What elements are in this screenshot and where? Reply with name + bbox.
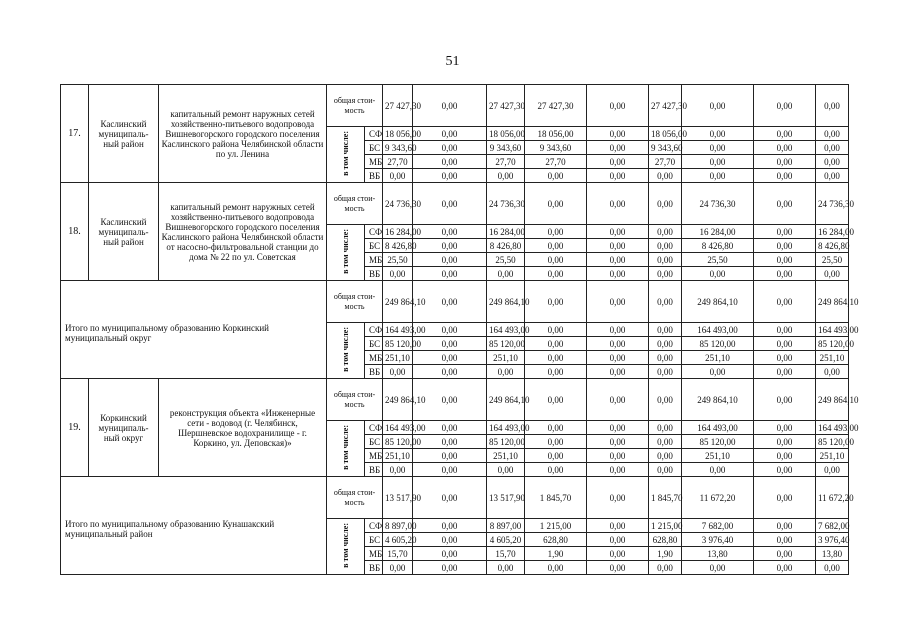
value-cell: 0,00	[525, 351, 587, 365]
value-cell: 8 426,80	[816, 239, 849, 253]
value-cell: 0,00	[754, 379, 816, 421]
value-cell: 0,00	[413, 477, 487, 519]
value-cell: 0,00	[487, 561, 525, 575]
value-cell: 0,00	[816, 155, 849, 169]
value-cell: 0,00	[754, 463, 816, 477]
value-cell: 249 864,10	[816, 281, 849, 323]
value-cell: 16 284,00	[682, 225, 754, 239]
value-cell: 251,10	[383, 449, 413, 463]
value-cell: 4 605,20	[383, 533, 413, 547]
value-cell: 0,00	[754, 281, 816, 323]
value-cell: 249 864,10	[383, 379, 413, 421]
value-cell: 0,00	[587, 351, 649, 365]
value-cell: 0,00	[525, 169, 587, 183]
table-row	[61, 85, 906, 127]
value-cell: 0,00	[413, 435, 487, 449]
value-cell: 0,00	[413, 519, 487, 533]
value-cell: 0,00	[587, 239, 649, 253]
value-cell: 3 976,40	[682, 533, 754, 547]
value-cell: 0,00	[816, 169, 849, 183]
value-cell: 0,00	[413, 421, 487, 435]
including-label-cell	[327, 225, 365, 281]
page-number: 51	[445, 54, 460, 69]
value-cell: 0,00	[487, 463, 525, 477]
value-cell: 0,00	[754, 435, 816, 449]
description-cell: капитальный ремонт наружных сетей хозяйственно-питьевого водопровода Вишневогорского городского поселения Каслинского района Челябинской области от насосно-фильтровальной станции до дома № 22 по ул. Советская	[159, 183, 327, 281]
value-cell: 0,00	[649, 337, 682, 351]
value-cell: 0,00	[682, 169, 754, 183]
value-cell: 164 493,00	[383, 421, 413, 435]
value-cell: 0,00	[587, 435, 649, 449]
value-cell: 0,00	[682, 463, 754, 477]
value-cell: 0,00	[649, 449, 682, 463]
value-cell: 0,00	[587, 155, 649, 169]
value-cell: 8 426,80	[487, 239, 525, 253]
including-label-cell	[327, 519, 365, 575]
value-cell: 0,00	[525, 561, 587, 575]
value-cell: 85 120,00	[487, 337, 525, 351]
value-cell: 0,00	[487, 365, 525, 379]
value-cell: 249 864,10	[816, 379, 849, 421]
value-cell: 0,00	[682, 155, 754, 169]
value-cell: 0,00	[587, 519, 649, 533]
value-cell: 0,00	[587, 477, 649, 519]
value-cell: 0,00	[587, 323, 649, 337]
value-cell: 0,00	[587, 127, 649, 141]
value-cell: 27 427,30	[383, 85, 413, 127]
value-cell: 628,80	[525, 533, 587, 547]
value-cell: 0,00	[413, 379, 487, 421]
value-cell: 0,00	[525, 365, 587, 379]
value-cell: 0,00	[682, 85, 754, 127]
value-cell: 0,00	[649, 365, 682, 379]
funding-code: ВБ	[365, 561, 383, 575]
value-cell: 0,00	[587, 561, 649, 575]
value-cell: 628,80	[649, 533, 682, 547]
value-cell: 0,00	[649, 323, 682, 337]
value-cell: 27 427,30	[649, 85, 682, 127]
funding-code: БС	[365, 337, 383, 351]
including-label: в том числе:	[340, 327, 350, 372]
value-cell: 0,00	[413, 85, 487, 127]
value-cell: 0,00	[754, 547, 816, 561]
table-row	[61, 379, 906, 421]
value-cell: 18 056,00	[649, 127, 682, 141]
value-cell: 0,00	[649, 379, 682, 421]
municipality-cell: Каслинский муниципаль-ный район	[89, 183, 159, 281]
value-cell: 0,00	[413, 169, 487, 183]
including-label: в том числе:	[340, 425, 350, 470]
value-cell: 0,00	[587, 141, 649, 155]
value-cell: 0,00	[587, 337, 649, 351]
table-row	[61, 281, 906, 323]
value-cell: 0,00	[413, 463, 487, 477]
value-cell: 0,00	[649, 183, 682, 225]
value-cell: 0,00	[413, 267, 487, 281]
value-cell: 0,00	[587, 533, 649, 547]
value-cell: 1 845,70	[649, 477, 682, 519]
value-cell: 0,00	[413, 547, 487, 561]
value-cell: 16 284,00	[487, 225, 525, 239]
value-cell: 0,00	[754, 337, 816, 351]
value-cell: 1,90	[525, 547, 587, 561]
value-cell: 0,00	[525, 253, 587, 267]
value-cell: 0,00	[413, 183, 487, 225]
value-cell: 27 427,30	[525, 85, 587, 127]
funding-code: БС	[365, 435, 383, 449]
value-cell: 85 120,00	[383, 337, 413, 351]
row-number: 18.	[61, 183, 89, 281]
including-label: в том числе:	[340, 229, 350, 274]
value-cell: 249 864,10	[682, 281, 754, 323]
value-cell: 0,00	[587, 253, 649, 267]
value-cell: 0,00	[754, 449, 816, 463]
value-cell: 13,80	[682, 547, 754, 561]
value-cell: 0,00	[649, 267, 682, 281]
value-cell: 0,00	[383, 267, 413, 281]
value-cell: 0,00	[525, 421, 587, 435]
value-cell: 0,00	[649, 169, 682, 183]
value-cell: 7 682,00	[682, 519, 754, 533]
value-cell: 0,00	[754, 169, 816, 183]
including-label-cell	[327, 127, 365, 183]
value-cell: 8 897,00	[383, 519, 413, 533]
value-cell: 0,00	[413, 561, 487, 575]
funding-code: ВБ	[365, 365, 383, 379]
value-cell: 0,00	[587, 169, 649, 183]
value-cell: 0,00	[816, 141, 849, 155]
value-cell: 0,00	[754, 141, 816, 155]
value-cell: 15,70	[383, 547, 413, 561]
value-cell: 0,00	[649, 351, 682, 365]
value-cell: 0,00	[383, 365, 413, 379]
value-cell: 0,00	[682, 267, 754, 281]
value-cell: 0,00	[816, 463, 849, 477]
value-cell: 4 605,20	[487, 533, 525, 547]
value-cell: 0,00	[754, 225, 816, 239]
value-cell: 0,00	[754, 253, 816, 267]
table-row	[61, 477, 906, 519]
value-cell: 27,70	[383, 155, 413, 169]
value-cell: 0,00	[754, 183, 816, 225]
value-cell: 0,00	[754, 365, 816, 379]
value-cell: 0,00	[525, 463, 587, 477]
subtotal-label: Итого по муниципальному образованию Кунашакский муниципальный район	[61, 477, 327, 575]
value-cell: 1 215,00	[649, 519, 682, 533]
table-row	[61, 183, 906, 225]
value-cell: 164 493,00	[816, 421, 849, 435]
value-cell: 0,00	[649, 239, 682, 253]
value-cell: 0,00	[682, 127, 754, 141]
value-cell: 16 284,00	[383, 225, 413, 239]
value-cell: 164 493,00	[816, 323, 849, 337]
value-cell: 0,00	[754, 239, 816, 253]
value-cell: 9 343,60	[525, 141, 587, 155]
funding-code: БС	[365, 141, 383, 155]
value-cell: 0,00	[754, 421, 816, 435]
value-cell: 0,00	[587, 463, 649, 477]
value-cell: 0,00	[413, 239, 487, 253]
value-cell: 249 864,10	[383, 281, 413, 323]
table-body	[61, 85, 906, 575]
value-cell: 0,00	[525, 323, 587, 337]
value-cell: 24 736,30	[383, 183, 413, 225]
value-cell: 0,00	[754, 533, 816, 547]
value-cell: 85 120,00	[682, 435, 754, 449]
value-cell: 0,00	[816, 561, 849, 575]
value-cell: 0,00	[413, 351, 487, 365]
value-cell: 7 682,00	[816, 519, 849, 533]
value-cell: 0,00	[587, 547, 649, 561]
value-cell: 0,00	[754, 477, 816, 519]
funding-code: ВБ	[365, 267, 383, 281]
value-cell: 0,00	[816, 85, 849, 127]
total-cost-label: общая стои-мость	[327, 477, 383, 519]
including-label: в том числе:	[340, 523, 350, 568]
value-cell: 85 120,00	[682, 337, 754, 351]
value-cell: 249 864,10	[487, 281, 525, 323]
value-cell: 0,00	[383, 561, 413, 575]
funding-code: БС	[365, 533, 383, 547]
value-cell: 0,00	[682, 561, 754, 575]
value-cell: 0,00	[587, 225, 649, 239]
value-cell: 164 493,00	[682, 323, 754, 337]
value-cell: 0,00	[413, 323, 487, 337]
value-cell: 0,00	[587, 449, 649, 463]
value-cell: 24 736,30	[816, 183, 849, 225]
value-cell: 0,00	[525, 435, 587, 449]
total-cost-label: общая стои-мость	[327, 183, 383, 225]
including-label-cell	[327, 323, 365, 379]
value-cell: 0,00	[754, 127, 816, 141]
value-cell: 0,00	[487, 169, 525, 183]
funding-code: ВБ	[365, 463, 383, 477]
value-cell: 0,00	[413, 127, 487, 141]
value-cell: 0,00	[587, 365, 649, 379]
value-cell: 9 343,60	[383, 141, 413, 155]
value-cell: 251,10	[816, 449, 849, 463]
value-cell: 3 976,40	[816, 533, 849, 547]
total-cost-label: общая стои-мость	[327, 85, 383, 127]
value-cell: 25,50	[383, 253, 413, 267]
funding-code: СФ	[365, 519, 383, 533]
value-cell: 251,10	[487, 449, 525, 463]
value-cell: 27,70	[525, 155, 587, 169]
value-cell: 0,00	[587, 281, 649, 323]
value-cell: 16 284,00	[816, 225, 849, 239]
value-cell: 251,10	[682, 351, 754, 365]
value-cell: 1 845,70	[525, 477, 587, 519]
value-cell: 18 056,00	[487, 127, 525, 141]
value-cell: 13 517,90	[383, 477, 413, 519]
value-cell: 251,10	[682, 449, 754, 463]
value-cell: 0,00	[754, 323, 816, 337]
value-cell: 0,00	[682, 141, 754, 155]
value-cell: 0,00	[754, 155, 816, 169]
value-cell: 0,00	[682, 365, 754, 379]
value-cell: 18 056,00	[383, 127, 413, 141]
value-cell: 24 736,30	[487, 183, 525, 225]
value-cell: 0,00	[649, 421, 682, 435]
row-number: 17.	[61, 85, 89, 183]
value-cell: 0,00	[649, 253, 682, 267]
value-cell: 0,00	[649, 225, 682, 239]
description-cell: капитальный ремонт наружных сетей хозяйственно-питьевого водопровода Вишневогорского городского поселения Каслинского района Челябинской области по ул. Ленина	[159, 85, 327, 183]
value-cell: 9 343,60	[487, 141, 525, 155]
value-cell: 0,00	[413, 365, 487, 379]
value-cell: 0,00	[649, 281, 682, 323]
value-cell: 25,50	[487, 253, 525, 267]
value-cell: 0,00	[649, 435, 682, 449]
funding-code: СФ	[365, 323, 383, 337]
value-cell: 164 493,00	[383, 323, 413, 337]
value-cell: 13 517,90	[487, 477, 525, 519]
value-cell: 251,10	[487, 351, 525, 365]
value-cell: 0,00	[413, 253, 487, 267]
value-cell: 251,10	[383, 351, 413, 365]
funding-code: МБ	[365, 449, 383, 463]
value-cell: 0,00	[816, 267, 849, 281]
value-cell: 13,80	[816, 547, 849, 561]
value-cell: 25,50	[816, 253, 849, 267]
value-cell: 0,00	[754, 351, 816, 365]
municipality-cell: Каслинский муниципаль-ный район	[89, 85, 159, 183]
value-cell: 1 215,00	[525, 519, 587, 533]
value-cell: 85 120,00	[816, 435, 849, 449]
value-cell: 85 120,00	[383, 435, 413, 449]
funding-code: СФ	[365, 225, 383, 239]
value-cell: 249 864,10	[487, 379, 525, 421]
value-cell: 0,00	[587, 85, 649, 127]
funding-code: СФ	[365, 421, 383, 435]
including-label-cell	[327, 421, 365, 477]
value-cell: 0,00	[816, 365, 849, 379]
value-cell: 0,00	[754, 267, 816, 281]
value-cell: 0,00	[525, 379, 587, 421]
value-cell: 0,00	[649, 561, 682, 575]
value-cell: 1,90	[649, 547, 682, 561]
value-cell: 24 736,30	[682, 183, 754, 225]
value-cell: 25,50	[682, 253, 754, 267]
total-cost-label: общая стои-мость	[327, 379, 383, 421]
municipality-cell: Коркинский муниципаль-ный округ	[89, 379, 159, 477]
value-cell: 0,00	[383, 463, 413, 477]
value-cell: 85 120,00	[487, 435, 525, 449]
value-cell: 0,00	[413, 281, 487, 323]
value-cell: 0,00	[413, 141, 487, 155]
value-cell: 0,00	[413, 533, 487, 547]
funding-code: МБ	[365, 253, 383, 267]
value-cell: 0,00	[587, 183, 649, 225]
value-cell: 0,00	[383, 169, 413, 183]
value-cell: 9 343,60	[649, 141, 682, 155]
value-cell: 0,00	[587, 267, 649, 281]
value-cell: 0,00	[525, 239, 587, 253]
value-cell: 85 120,00	[816, 337, 849, 351]
value-cell: 27 427,30	[487, 85, 525, 127]
funding-code: СФ	[365, 127, 383, 141]
budget-table	[60, 84, 906, 575]
value-cell: 0,00	[816, 127, 849, 141]
value-cell: 251,10	[816, 351, 849, 365]
funding-code: БС	[365, 239, 383, 253]
value-cell: 249 864,10	[682, 379, 754, 421]
value-cell: 0,00	[413, 225, 487, 239]
value-cell: 164 493,00	[487, 323, 525, 337]
value-cell: 18 056,00	[525, 127, 587, 141]
value-cell: 8 897,00	[487, 519, 525, 533]
value-cell: 0,00	[525, 281, 587, 323]
value-cell: 0,00	[587, 379, 649, 421]
value-cell: 0,00	[413, 337, 487, 351]
value-cell: 27,70	[487, 155, 525, 169]
subtotal-label: Итого по муниципальному образованию Коркинский муниципальный округ	[61, 281, 327, 379]
value-cell: 0,00	[525, 183, 587, 225]
value-cell: 164 493,00	[682, 421, 754, 435]
funding-code: МБ	[365, 547, 383, 561]
value-cell: 0,00	[754, 561, 816, 575]
value-cell: 8 426,80	[682, 239, 754, 253]
value-cell: 0,00	[487, 267, 525, 281]
funding-code: ВБ	[365, 169, 383, 183]
description-cell: реконструкция объекта «Инженерные сети - водовод (г. Челябинск, Шершневское водохранилище - г. Коркино, ул. Деповская)»	[159, 379, 327, 477]
value-cell: 0,00	[525, 267, 587, 281]
including-label: в том числе:	[340, 131, 350, 176]
value-cell: 0,00	[525, 449, 587, 463]
value-cell: 0,00	[413, 155, 487, 169]
funding-code: МБ	[365, 351, 383, 365]
value-cell: 11 672,20	[816, 477, 849, 519]
value-cell: 8 426,80	[383, 239, 413, 253]
value-cell: 0,00	[754, 85, 816, 127]
funding-code: МБ	[365, 155, 383, 169]
value-cell: 0,00	[525, 225, 587, 239]
value-cell: 0,00	[587, 421, 649, 435]
row-number: 19.	[61, 379, 89, 477]
value-cell: 0,00	[649, 463, 682, 477]
value-cell: 27,70	[649, 155, 682, 169]
value-cell: 0,00	[413, 449, 487, 463]
value-cell: 164 493,00	[487, 421, 525, 435]
value-cell: 11 672,20	[682, 477, 754, 519]
value-cell: 0,00	[525, 337, 587, 351]
value-cell: 15,70	[487, 547, 525, 561]
value-cell: 0,00	[754, 519, 816, 533]
total-cost-label: общая стои-мость	[327, 281, 383, 323]
